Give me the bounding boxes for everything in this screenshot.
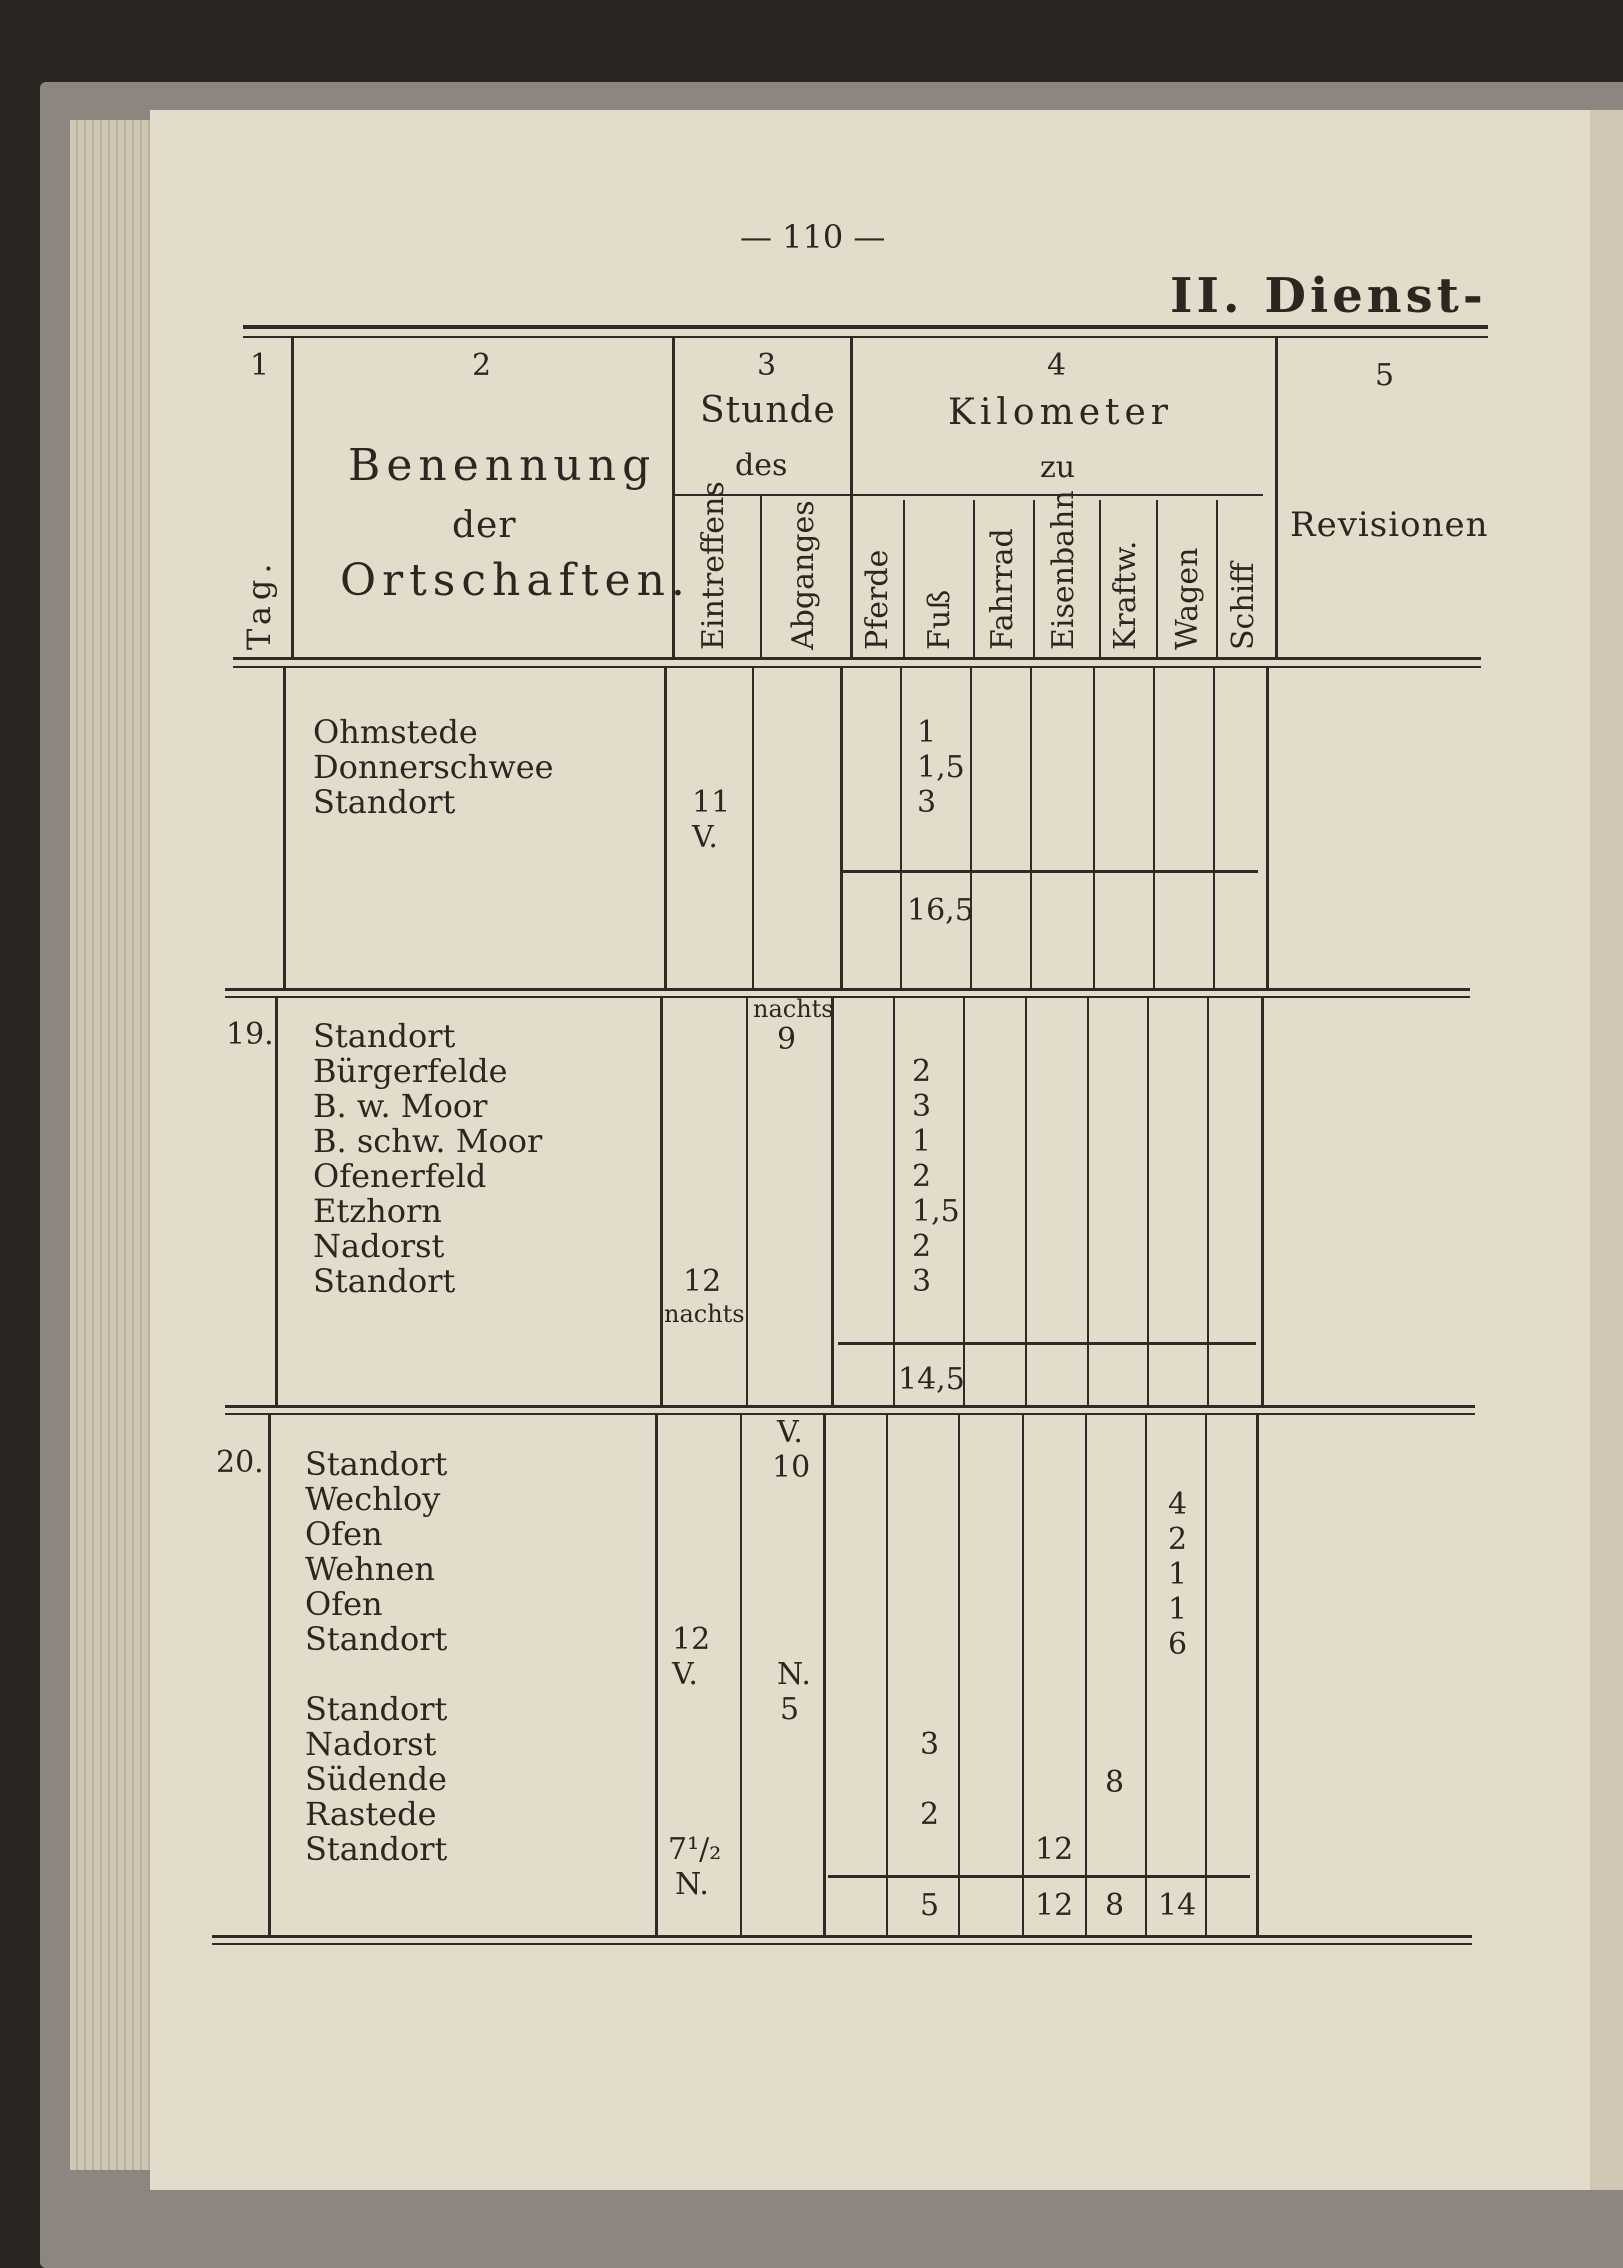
b3-place: Nadorst (305, 1725, 437, 1763)
section-title: II. Dienst- (1170, 268, 1487, 324)
top-rule-2 (243, 336, 1488, 338)
b2-vline-3 (746, 998, 748, 1405)
b2-depart: nachts (753, 995, 834, 1023)
b3-vline-5 (886, 1415, 888, 1935)
b2-vline-11 (1261, 998, 1264, 1405)
col4-number: 4 (1047, 348, 1067, 383)
col1-number: 1 (250, 348, 270, 383)
col3-sub-abganges: Abganges (786, 500, 821, 650)
b3-vline-8 (1085, 1415, 1087, 1935)
b3-total-wagen: 14 (1158, 1888, 1197, 1923)
b2-place: B. schw. Moor (313, 1122, 543, 1160)
b3-wagen: 6 (1168, 1627, 1188, 1662)
b3-vline-1 (268, 1415, 271, 1935)
b1-vline-6 (970, 668, 972, 988)
header-vline-a (291, 338, 294, 658)
b3-depart1: 10 (772, 1450, 811, 1485)
b3-vline-9 (1145, 1415, 1147, 1935)
b3-vline-6 (958, 1415, 960, 1935)
b1-vline-9 (1153, 668, 1155, 988)
b2-fuss: 3 (912, 1089, 932, 1124)
table-bottom-rule (212, 1935, 1472, 1938)
col3-number: 3 (757, 348, 777, 383)
header-vline-c (850, 338, 853, 658)
b3-place: Wechloy (305, 1480, 441, 1518)
b1-vline-3 (752, 668, 754, 988)
col4-sub-pferde: Pferde (860, 549, 895, 650)
b2-place: Standort (313, 1262, 456, 1300)
b3-arrive2: 7¹/₂ (668, 1832, 722, 1867)
b2-place: B. w. Moor (313, 1087, 488, 1125)
col4-line1: Kilometer (948, 392, 1174, 433)
b1-vline-11 (1266, 668, 1269, 988)
b3-total-kraftw: 8 (1105, 1888, 1125, 1923)
b3-arrive1: 12 (672, 1622, 711, 1657)
b1-fuss: 1 (917, 715, 937, 750)
b2-place: Nadorst (313, 1227, 445, 1265)
b3-eisenbahn: 12 (1035, 1832, 1074, 1867)
table-bottom-rule-2 (212, 1943, 1472, 1945)
b3-vline-7 (1022, 1415, 1024, 1935)
header-vline-d (1275, 338, 1278, 658)
col5-number: 5 (1375, 358, 1395, 393)
facing-page-edge (1590, 110, 1623, 2190)
b3-total-fuss: 5 (920, 1888, 940, 1923)
b1-vline-10 (1213, 668, 1215, 988)
b2-arrive: nachts (664, 1300, 745, 1328)
b3-place: Standort (305, 1690, 448, 1728)
col3-line1: Stunde (700, 390, 836, 431)
header-bottom-rule (233, 657, 1481, 660)
b3-day: 20. (216, 1445, 264, 1480)
b3-depart2: N. (777, 1657, 811, 1692)
col2-line2: der (452, 505, 517, 546)
b3-wagen: 2 (1168, 1522, 1188, 1557)
b1-total-fuss: 16,5 (907, 893, 974, 928)
b3-place: Ofen (305, 1585, 383, 1623)
b2-vline-1 (275, 998, 278, 1405)
header-vline-4d (1099, 500, 1101, 658)
b1-arrive: V. (692, 820, 718, 855)
b3-wagen: 1 (1168, 1592, 1188, 1627)
b3-place: Ofen (305, 1515, 383, 1553)
b2-fuss: 1 (912, 1124, 932, 1159)
col4-sub-wagen: Wagen (1170, 547, 1205, 650)
b3-depart2: 5 (780, 1692, 800, 1727)
b3-kraftw: 8 (1105, 1765, 1125, 1800)
b1-place: Donnerschwee (313, 748, 554, 786)
b3-arrive2: N. (675, 1867, 709, 1902)
header-vline-4c (1033, 500, 1035, 658)
b2-vline-2 (660, 998, 663, 1405)
header-bottom-rule-2 (233, 666, 1481, 668)
block2-bottom-rule (225, 1405, 1475, 1408)
b3-vline-4 (823, 1415, 826, 1935)
b1-fuss: 1,5 (917, 750, 965, 785)
b3-wagen: 4 (1168, 1487, 1188, 1522)
header-vline-4b (973, 500, 975, 658)
b1-vline-7 (1030, 668, 1032, 988)
b2-fuss: 1,5 (912, 1194, 960, 1229)
b3-place: Rastede (305, 1795, 437, 1833)
header-vline-b (672, 338, 675, 658)
col3-line2: des (735, 448, 788, 483)
col4-sub-schiff: Schiff (1226, 562, 1261, 650)
b3-place: Standort (305, 1620, 448, 1658)
b3-arrive1: V. (672, 1657, 698, 1692)
block1-bottom-rule-2 (225, 996, 1470, 998)
b1-sum-rule (843, 870, 1258, 873)
b3-place: Standort (305, 1830, 448, 1868)
b3-vline-3 (740, 1415, 742, 1935)
b1-vline-1 (283, 668, 286, 988)
b3-total-eisenbahn: 12 (1035, 1888, 1074, 1923)
b2-depart: 9 (777, 1022, 797, 1057)
b2-place: Ofenerfeld (313, 1157, 487, 1195)
block1-bottom-rule (225, 988, 1470, 991)
col5-label: Revisionen (1290, 505, 1489, 545)
b3-vline-11 (1256, 1415, 1259, 1935)
b1-place: Ohmstede (313, 713, 478, 751)
b2-arrive: 12 (683, 1264, 722, 1299)
col3-sub-eintreffens: Eintreffens (696, 481, 731, 650)
col4-sub-fahrrad: Fahrrad (985, 528, 1020, 650)
b3-place: Standort (305, 1445, 448, 1483)
block2-bottom-rule-2 (225, 1413, 1475, 1415)
b1-vline-2 (664, 668, 667, 988)
b2-fuss: 2 (912, 1054, 932, 1089)
b2-place: Etzhorn (313, 1192, 442, 1230)
col4-line2: zu (1040, 450, 1076, 485)
col2-line1: Benennung (348, 440, 657, 491)
b3-wagen: 1 (1168, 1557, 1188, 1592)
col4-sub-eisenbahn: Eisenbahn (1046, 490, 1081, 650)
b3-fuss: 2 (920, 1797, 940, 1832)
b1-fuss: 3 (917, 785, 937, 820)
b1-vline-4 (840, 668, 843, 988)
header-vline-3a (760, 496, 762, 658)
b1-arrive: 11 (692, 785, 731, 820)
b1-vline-8 (1093, 668, 1095, 988)
b3-vline-2 (655, 1415, 658, 1935)
b3-sum-rule (828, 1875, 1250, 1878)
page-number: — 110 — (740, 218, 886, 256)
b2-total-fuss: 14,5 (898, 1362, 965, 1397)
b2-day: 19. (226, 1017, 274, 1052)
header-vline-4f (1216, 500, 1218, 658)
header-vline-4a (903, 500, 905, 658)
col4-sub-fuss: Fuß (922, 589, 957, 650)
col2-line3: Ortschaften. (340, 555, 691, 606)
col1-label: Tag. (240, 557, 278, 650)
b1-vline-5 (900, 668, 902, 988)
col4-sub-kraftw: Kraftw. (1108, 540, 1143, 650)
b2-fuss: 2 (912, 1229, 932, 1264)
header-vline-4e (1156, 500, 1158, 658)
b2-place: Standort (313, 1017, 456, 1055)
b2-vline-4 (831, 998, 834, 1405)
b3-fuss: 3 (920, 1727, 940, 1762)
b2-sum-rule (838, 1342, 1256, 1345)
b1-place: Standort (313, 783, 456, 821)
b2-fuss: 3 (912, 1264, 932, 1299)
b3-depart1: V. (777, 1415, 803, 1450)
b3-place: Südende (305, 1760, 447, 1798)
b2-place: Bürgerfelde (313, 1052, 508, 1090)
b2-fuss: 2 (912, 1159, 932, 1194)
top-rule (243, 325, 1488, 329)
b3-place: Wehnen (305, 1550, 435, 1588)
col2-number: 2 (472, 348, 492, 383)
b3-vline-10 (1205, 1415, 1207, 1935)
